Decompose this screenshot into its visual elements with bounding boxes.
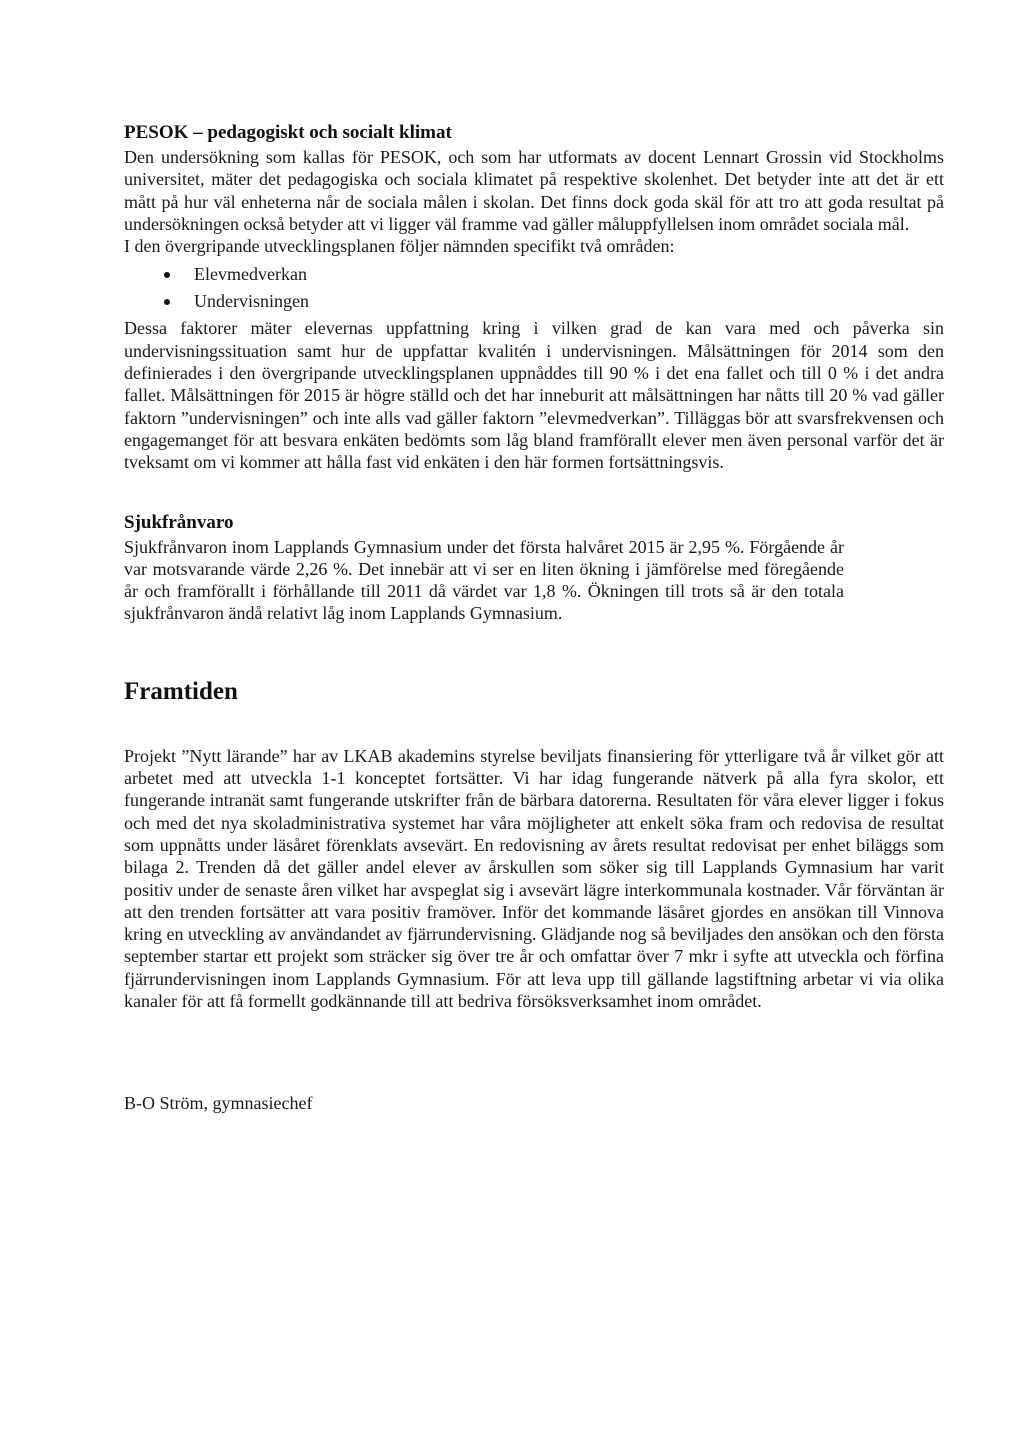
list-item	[124, 288, 944, 315]
list-item-label: Undervisningen	[194, 291, 309, 312]
document-page	[124, 120, 944, 1115]
list-item	[124, 261, 944, 288]
pesok-paragraph-2: I den övergripande utvecklingsplanen följer nämnden specifikt två områden:	[124, 236, 675, 257]
sjukfranvaro-paragraph: Sjukfrånvaron inom Lapplands Gymnasium under det första halvåret 2015 är 2,95 %. Förgående år var motsvarande värde 2,26 %. Det innebär att vi ser en liten ökning i jämförelse med föregående år och framförallt i förhållande till 2011 då värdet var 1,8 %. Ökningen till trots så är den totala sjukfrånvaron ändå relativt låg inom Lapplands Gymnasium.	[124, 536, 844, 624]
framtiden-heading: Framtiden	[124, 677, 238, 705]
signature: B-O Ström, gymnasiechef	[124, 1093, 313, 1114]
bullet-icon	[164, 272, 170, 278]
pesok-heading: PESOK – pedagogiskt och socialt klimat	[124, 122, 452, 143]
focus-areas-list	[124, 261, 944, 315]
list-item-label: Elevmedverkan	[194, 264, 307, 285]
sjukfranvaro-heading: Sjukfrånvaro	[124, 511, 234, 533]
framtiden-paragraph: Projekt ”Nytt lärande” har av LKAB akademins styrelse beviljats finansiering för ytterligare två år vilket gör att arbetet med att utveckla 1-1 konceptet fortsätter. Vi har idag fungerande nätverk på alla fyra skolor, ett fungerande intranät samt fungerande utskrifter från de bärbara datorerna. Resultaten för våra elever ligger i fokus och med det nya skoladministrativa systemet har våra möjligheter att enkelt söka fram och redovisa de resultat som uppnåtts under läsåret förenklats avsevärt. En redovisning av årets resultat redovisat per enhet biläggs som bilaga 2. Trenden då det gäller andel elever av årskullen som söker sig till Lapplands Gymnasium har varit positiv under de senaste åren vilket har avspeglat sig i avsevärt lägre interkommunala kostnader. Vår förväntan är att den trenden fortsätter att vara positiv framöver. Inför det kommande läsåret gjordes en ansökan till Vinnova kring en utveckling av användandet av fjärrundervisning. Glädjande nog så beviljades den ansökan och den första september startar ett projekt som sträcker sig över tre år och omfattar över 7 mkr i syfte att utveckla och förfina fjärrundervisningen inom Lapplands Gymnasium. För att leva upp till gällande lagstiftning arbetar vi via olika kanaler för att få formellt godkännande till att bedriva försöksverksamhet inom området.	[124, 745, 944, 1012]
pesok-paragraph-3: Dessa faktorer mäter elevernas uppfattning kring i vilken grad de kan vara med och påverka sin undervisningssituation samt hur de uppfattar kvalitén i undervisningen. Målsättningen för 2014 som den definierades i den övergripande utvecklingsplanen uppnåddes till 90 % i det ena fallet och till 0 % i det andra fallet. Målsättningen för 2015 är högre ställd och det har inneburit att målsättningen har nåtts till 20 % vad gäller faktorn ”undervisningen” och inte alls vad gäller faktorn ”elevmedverkan”. Tilläggas bör att svarsfrekvensen och engagemanget för att besvara enkäten bedömts som låg bland framförallt elever men även personal varför det är tveksamt om vi kommer att hålla fast vid enkäten i den här formen fortsättningsvis.	[124, 318, 944, 473]
bullet-icon	[164, 299, 170, 305]
pesok-paragraph-1: Den undersökning som kallas för PESOK, och som har utformats av docent Lennart Grossin vid Stockholms universitet, mäter det pedagogiska och sociala klimatet på respektive skolenhet. Det betyder inte att det är ett mått på hur väl enheterna når de sociala målen i skolan. Det finns dock goda skäl för att tro att goda resultat på undersökningen också betyder att vi ligger väl framme vad gäller måluppfyllelsen inom området sociala mål.	[124, 147, 944, 234]
